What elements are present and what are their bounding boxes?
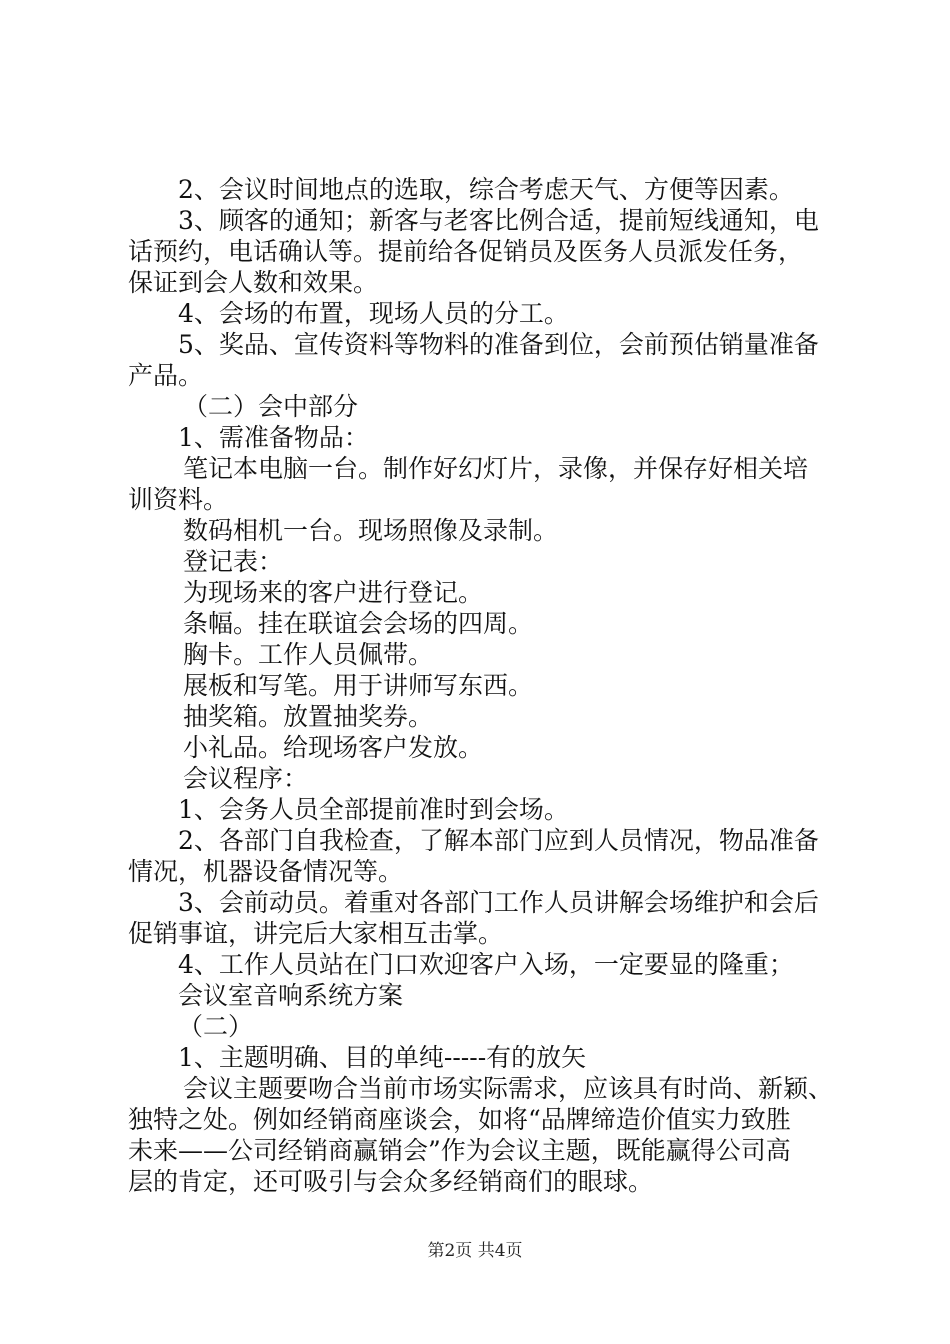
text-line: 2、各部门自我检查，了解本部门应到人员情况，物品准备	[178, 826, 819, 855]
text-line: 层的肯定，还可吸引与会众多经销商们的眼球。	[128, 1167, 654, 1196]
text-line: 保证到会人数和效果。	[128, 268, 379, 297]
document-body	[128, 174, 833, 1197]
text-line: 会议主题要吻合当前市场实际需求，应该具有时尚、新颖、	[183, 1074, 834, 1103]
text-line: 会议程序：	[183, 764, 309, 793]
text-line: 小礼品。给现场客户发放。	[183, 733, 484, 762]
text-line: 4、工作人员站在门口欢迎客户入场，一定要显的隆重；	[178, 950, 794, 979]
text-line: 1、会务人员全部提前准时到会场。	[178, 795, 569, 824]
text-line: 3、顾客的通知；新客与老客比例合适，提前短线通知，电	[178, 206, 819, 235]
text-line: 1、主题明确、目的单纯-----有的放矢	[178, 1043, 587, 1072]
text-line: 情况，机器设备情况等。	[128, 857, 404, 886]
page-number-footer: 第2页 共4页	[427, 1241, 523, 1261]
text-line: 产品。	[128, 361, 204, 390]
text-line: 独特之处。例如经销商座谈会，如将“品牌缔造价值实力致胜	[128, 1105, 791, 1134]
section-heading: 会议室音响系统方案	[178, 981, 404, 1010]
text-line: 胸卡。工作人员佩带。	[183, 640, 434, 669]
text-line: 促销事谊，讲完后大家相互击掌。	[128, 919, 504, 948]
text-line: 条幅。挂在联谊会会场的四周。	[183, 609, 534, 638]
text-line: 抽奖箱。放置抽奖券。	[183, 702, 434, 731]
text-line: 展板和写笔。用于讲师写东西。	[183, 671, 534, 700]
text-line: 1、需准备物品：	[178, 423, 369, 452]
section-heading: （二）	[178, 1012, 254, 1041]
text-line: 话预约，电话确认等。提前给各促销员及医务人员派发任务，	[128, 237, 804, 266]
text-line: 笔记本电脑一台。制作好幻灯片，录像，并保存好相关培	[183, 454, 809, 483]
text-line: 3、会前动员。着重对各部门工作人员讲解会场维护和会后	[178, 888, 819, 917]
text-line: 数码相机一台。现场照像及录制。	[183, 516, 559, 545]
section-heading: （二）会中部分	[183, 392, 359, 421]
text-line: 训资料。	[128, 485, 229, 514]
text-line: 未来——公司经销商赢销会”作为会议主题，既能赢得公司高	[128, 1136, 791, 1165]
text-line: 为现场来的客户进行登记。	[183, 578, 484, 607]
text-line: 4、会场的布置，现场人员的分工。	[178, 299, 569, 328]
text-line: 登记表：	[183, 547, 284, 576]
text-line: 5、奖品、宣传资料等物料的准备到位，会前预估销量准备	[178, 330, 819, 359]
text-line: 2、会议时间地点的选取，综合考虑天气、方便等因素。	[178, 175, 794, 204]
